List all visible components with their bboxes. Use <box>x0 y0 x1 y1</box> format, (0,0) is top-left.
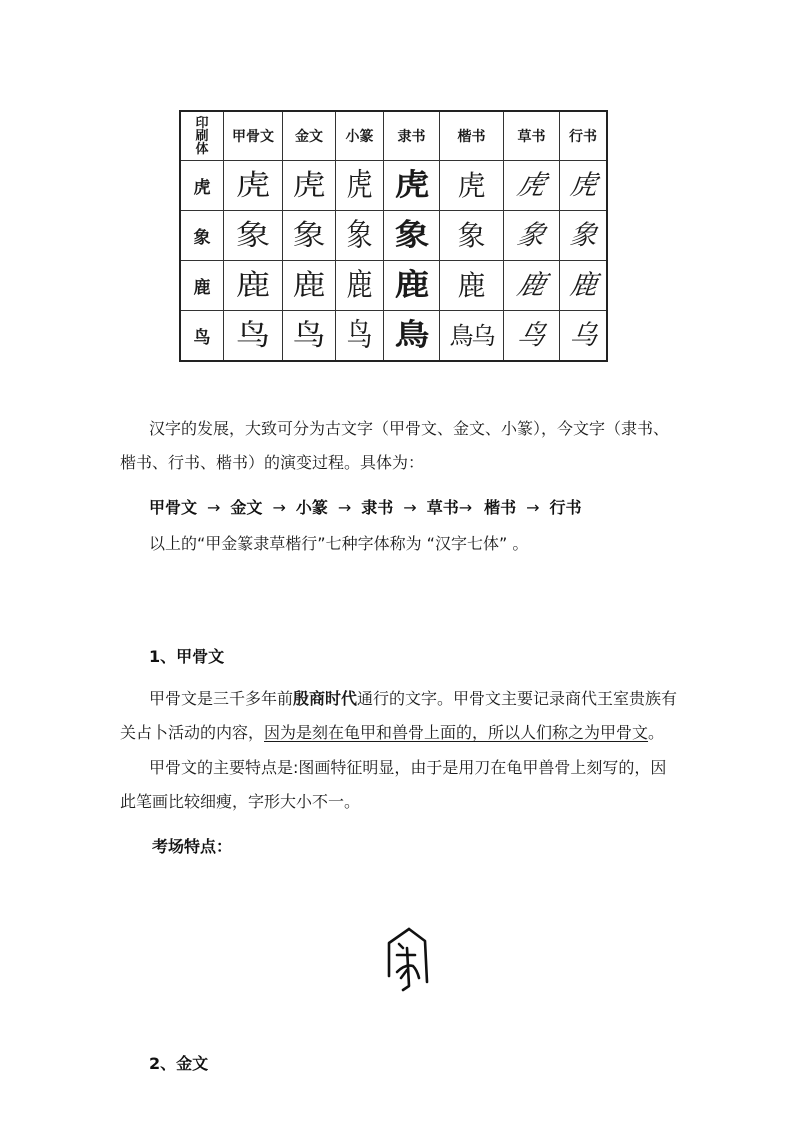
glyph-cell <box>440 261 504 311</box>
running-glyph: 虎 <box>567 169 599 201</box>
exam-features-heading: 考场特点： <box>152 837 233 856</box>
glyph-cell <box>224 211 283 261</box>
sequence-item: 楷书 <box>484 498 517 517</box>
glyph-cell <box>440 161 504 211</box>
header-regular: 楷书 <box>440 111 504 161</box>
oracle-bone-paragraph-1 <box>120 682 680 750</box>
cursive-glyph: 象 <box>514 219 549 251</box>
seal-glyph: 鹿 <box>346 267 373 304</box>
table-row <box>180 211 607 261</box>
glyph-cell <box>283 261 336 311</box>
glyph-cell <box>504 161 560 211</box>
print-cell <box>180 261 224 311</box>
corner-label-char: 印 <box>195 115 209 131</box>
cursive-glyph: 虎 <box>514 169 549 201</box>
oracle-bone-example-glyph <box>383 926 435 992</box>
clerical-glyph: 鹿 <box>394 267 429 303</box>
oracle-bone-glyph: 鸟 <box>235 318 271 352</box>
oracle-bone-glyph: 鹿 <box>235 268 271 302</box>
oracle-bone-paragraph-2: 甲骨文的主要特点是:图画特征明显，由于是用刀在龟甲兽骨上刻写的，因此笔画比较细瘦，字形大小不一。 <box>120 758 667 811</box>
header-cursive: 草书 <box>504 111 560 161</box>
cursive-glyph: 鹿 <box>514 269 549 301</box>
bronze-glyph: 虎 <box>292 168 326 202</box>
table-row <box>180 161 607 211</box>
glyph-cell <box>224 311 283 362</box>
glyph-cell <box>560 311 608 362</box>
arrow-icon: → <box>337 498 352 517</box>
sequence-item: 草书 <box>426 498 459 517</box>
bronze-glyph: 鸟 <box>292 318 326 352</box>
glyph-cell <box>336 261 384 311</box>
script-sequence <box>149 493 582 523</box>
sequence-item: 金文 <box>230 498 263 517</box>
print-char: 象 <box>193 228 211 248</box>
header-running: 行书 <box>560 111 608 161</box>
corner-label-char: 体 <box>195 141 209 157</box>
running-glyph: 乌 <box>567 319 599 351</box>
glyph-cell <box>336 311 384 362</box>
bronze-glyph: 鹿 <box>292 268 326 302</box>
running-glyph: 象 <box>567 219 599 251</box>
section-heading-bronze: 2、金文 <box>149 1054 209 1073</box>
glyph-cell <box>224 161 283 211</box>
oracle-bone-glyph: 虎 <box>235 168 271 202</box>
glyph-cell <box>283 161 336 211</box>
print-char: 虎 <box>193 178 211 198</box>
print-char: 鸟 <box>193 328 211 348</box>
corner-cell <box>180 111 224 161</box>
glyph-cell <box>283 311 336 362</box>
glyph-cell <box>504 311 560 362</box>
text-run: 甲骨文是三千多年前 <box>149 689 294 708</box>
arrow-icon: → <box>272 498 286 517</box>
regular-glyph: 鹿 <box>457 268 486 302</box>
glyph-cell <box>440 211 504 261</box>
clerical-glyph: 鳥 <box>394 317 429 353</box>
glyph-cell <box>384 211 440 261</box>
glyph-cell <box>384 261 440 311</box>
seal-glyph: 象 <box>346 217 373 254</box>
clerical-glyph: 虎 <box>394 167 429 203</box>
sequence-item: 甲骨文 <box>149 498 198 517</box>
arrow-icon: → <box>526 498 540 517</box>
table-row <box>180 261 607 311</box>
glyph-cell <box>560 261 608 311</box>
bold-text: 殷商时代 <box>293 689 358 708</box>
print-cell <box>180 161 224 211</box>
intro-paragraph: 汉字的发展，大致可分为古文字（甲骨文、金文、小篆），今文字（隶书、楷书、行书、楷书）的演变过程。具体为： <box>120 419 670 472</box>
running-glyph: 鹿 <box>567 269 599 301</box>
section-heading-oracle-bone: 1、甲骨文 <box>149 647 225 666</box>
glyph-cell <box>384 311 440 362</box>
header-oracle-bone: 甲骨文 <box>224 111 283 161</box>
text-run: 。 <box>648 723 665 742</box>
glyph-cell <box>384 161 440 211</box>
arrow-icon: → <box>207 498 221 517</box>
seal-glyph: 鸟 <box>346 317 373 354</box>
arrow-icon: → <box>403 498 417 517</box>
regular-glyph: 虎 <box>457 168 486 202</box>
corner-label-char: 刷 <box>195 128 209 144</box>
print-char: 鹿 <box>193 278 211 298</box>
header-clerical: 隶书 <box>384 111 440 161</box>
glyph-cell <box>440 311 504 362</box>
script-comparison-table <box>179 110 608 362</box>
glyph-cell <box>560 211 608 261</box>
seven-scripts-note: 以上的“甲金篆隶草楷行”七种字体称为 “汉字七体” 。 <box>149 534 529 553</box>
bronze-glyph: 象 <box>292 218 326 252</box>
arrow-icon: → <box>458 498 473 517</box>
glyph-cell <box>504 211 560 261</box>
glyph-cell <box>560 161 608 211</box>
text-run: 通行的文字。甲骨文主要记录商代王室贵族有关占卜活动的内容， <box>120 689 678 742</box>
table-row <box>180 311 607 362</box>
glyph-cell <box>504 261 560 311</box>
sequence-item: 隶书 <box>361 498 394 517</box>
underlined-text: 因为是刻在龟甲和兽骨上面的，所以人们称之为甲骨文 <box>264 723 649 742</box>
header-bronze: 金文 <box>283 111 336 161</box>
clerical-glyph: 象 <box>394 217 429 253</box>
glyph-cell <box>336 161 384 211</box>
seal-glyph: 虎 <box>346 167 373 204</box>
print-cell <box>180 211 224 261</box>
header-small-seal: 小篆 <box>336 111 384 161</box>
regular-glyph: 鳥乌 <box>449 321 494 350</box>
oracle-bone-glyph: 象 <box>235 218 271 252</box>
print-cell <box>180 311 224 362</box>
regular-glyph: 象 <box>457 218 486 252</box>
cursive-glyph: 鸟 <box>514 319 549 351</box>
sequence-item: 行书 <box>549 498 582 517</box>
sequence-item: 小篆 <box>295 498 328 517</box>
glyph-cell <box>283 211 336 261</box>
glyph-cell <box>224 261 283 311</box>
glyph-cell <box>336 211 384 261</box>
table-header-row <box>180 111 607 161</box>
